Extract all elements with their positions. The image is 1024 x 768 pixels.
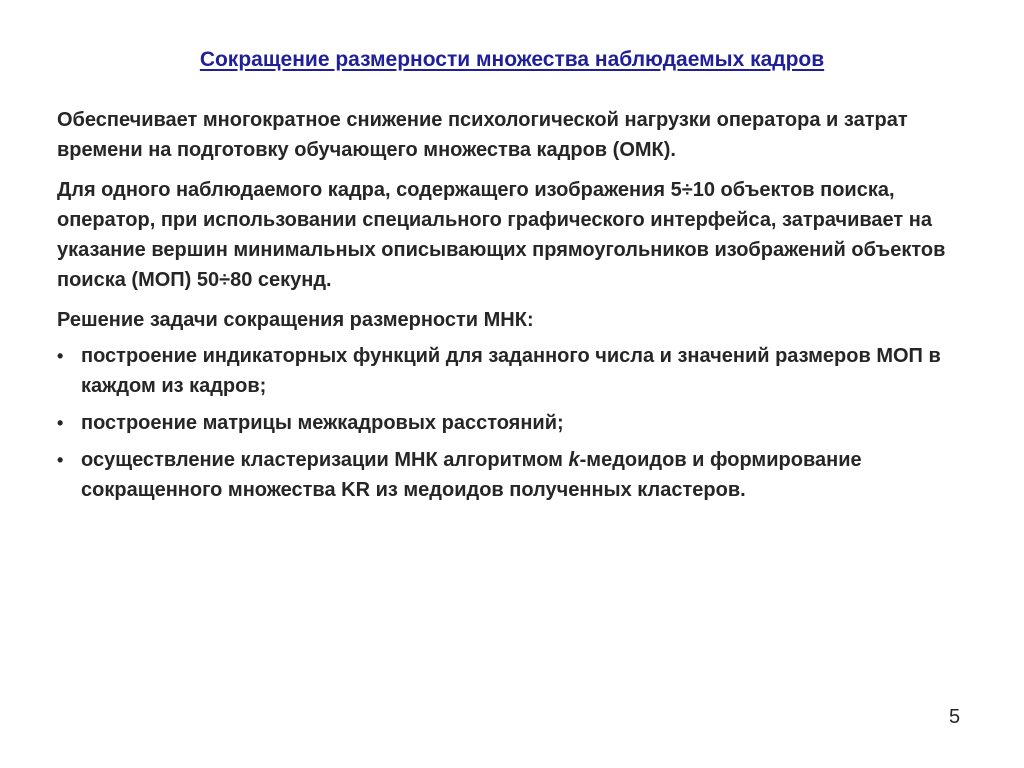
bullet-text-before: осуществление кластеризации МНК алгоритмом (81, 449, 569, 471)
slide-body (57, 105, 997, 512)
bullet-list (57, 341, 997, 505)
bullet-text: построение матрицы межкадровых расстояний; (81, 412, 564, 434)
slide-title: Сокращение размерности множества наблюдаемых кадров (199, 48, 825, 71)
bullet-dot-icon: • (57, 413, 64, 433)
bullet-text-after: -медоидов и формирование сокращенного множества KR из медоидов полученных кластеров. (81, 449, 862, 501)
bullet-text: построение индикаторных функций для заданного числа и значений размеров МОП в каждом из кадров; (81, 345, 941, 397)
bullet-dot-icon: • (57, 450, 64, 470)
bullet-item (57, 445, 997, 505)
bullet-dot-icon: • (57, 346, 64, 366)
bullet-item (57, 408, 997, 438)
bullet-item (57, 341, 997, 401)
paragraph-1: Обеспечивает многократное снижение психологической нагрузки оператора и затрат времени на подготовку обучающего множества кадров (ОМК). (57, 109, 908, 161)
page-number: 5 (949, 706, 961, 728)
paragraph-3: Решение задачи сокращения размерности МНК: (57, 309, 534, 331)
bullet-text-k: k (568, 449, 580, 471)
paragraph-2: Для одного наблюдаемого кадра, содержащего изображения 5÷10 объектов поиска, оператор, при использовании специального графического интерфейса, затрачивает на указание вершин минимальных описывающих прямоугольников изображений объектов поиска (МОП) 50÷80 секунд. (57, 179, 946, 291)
